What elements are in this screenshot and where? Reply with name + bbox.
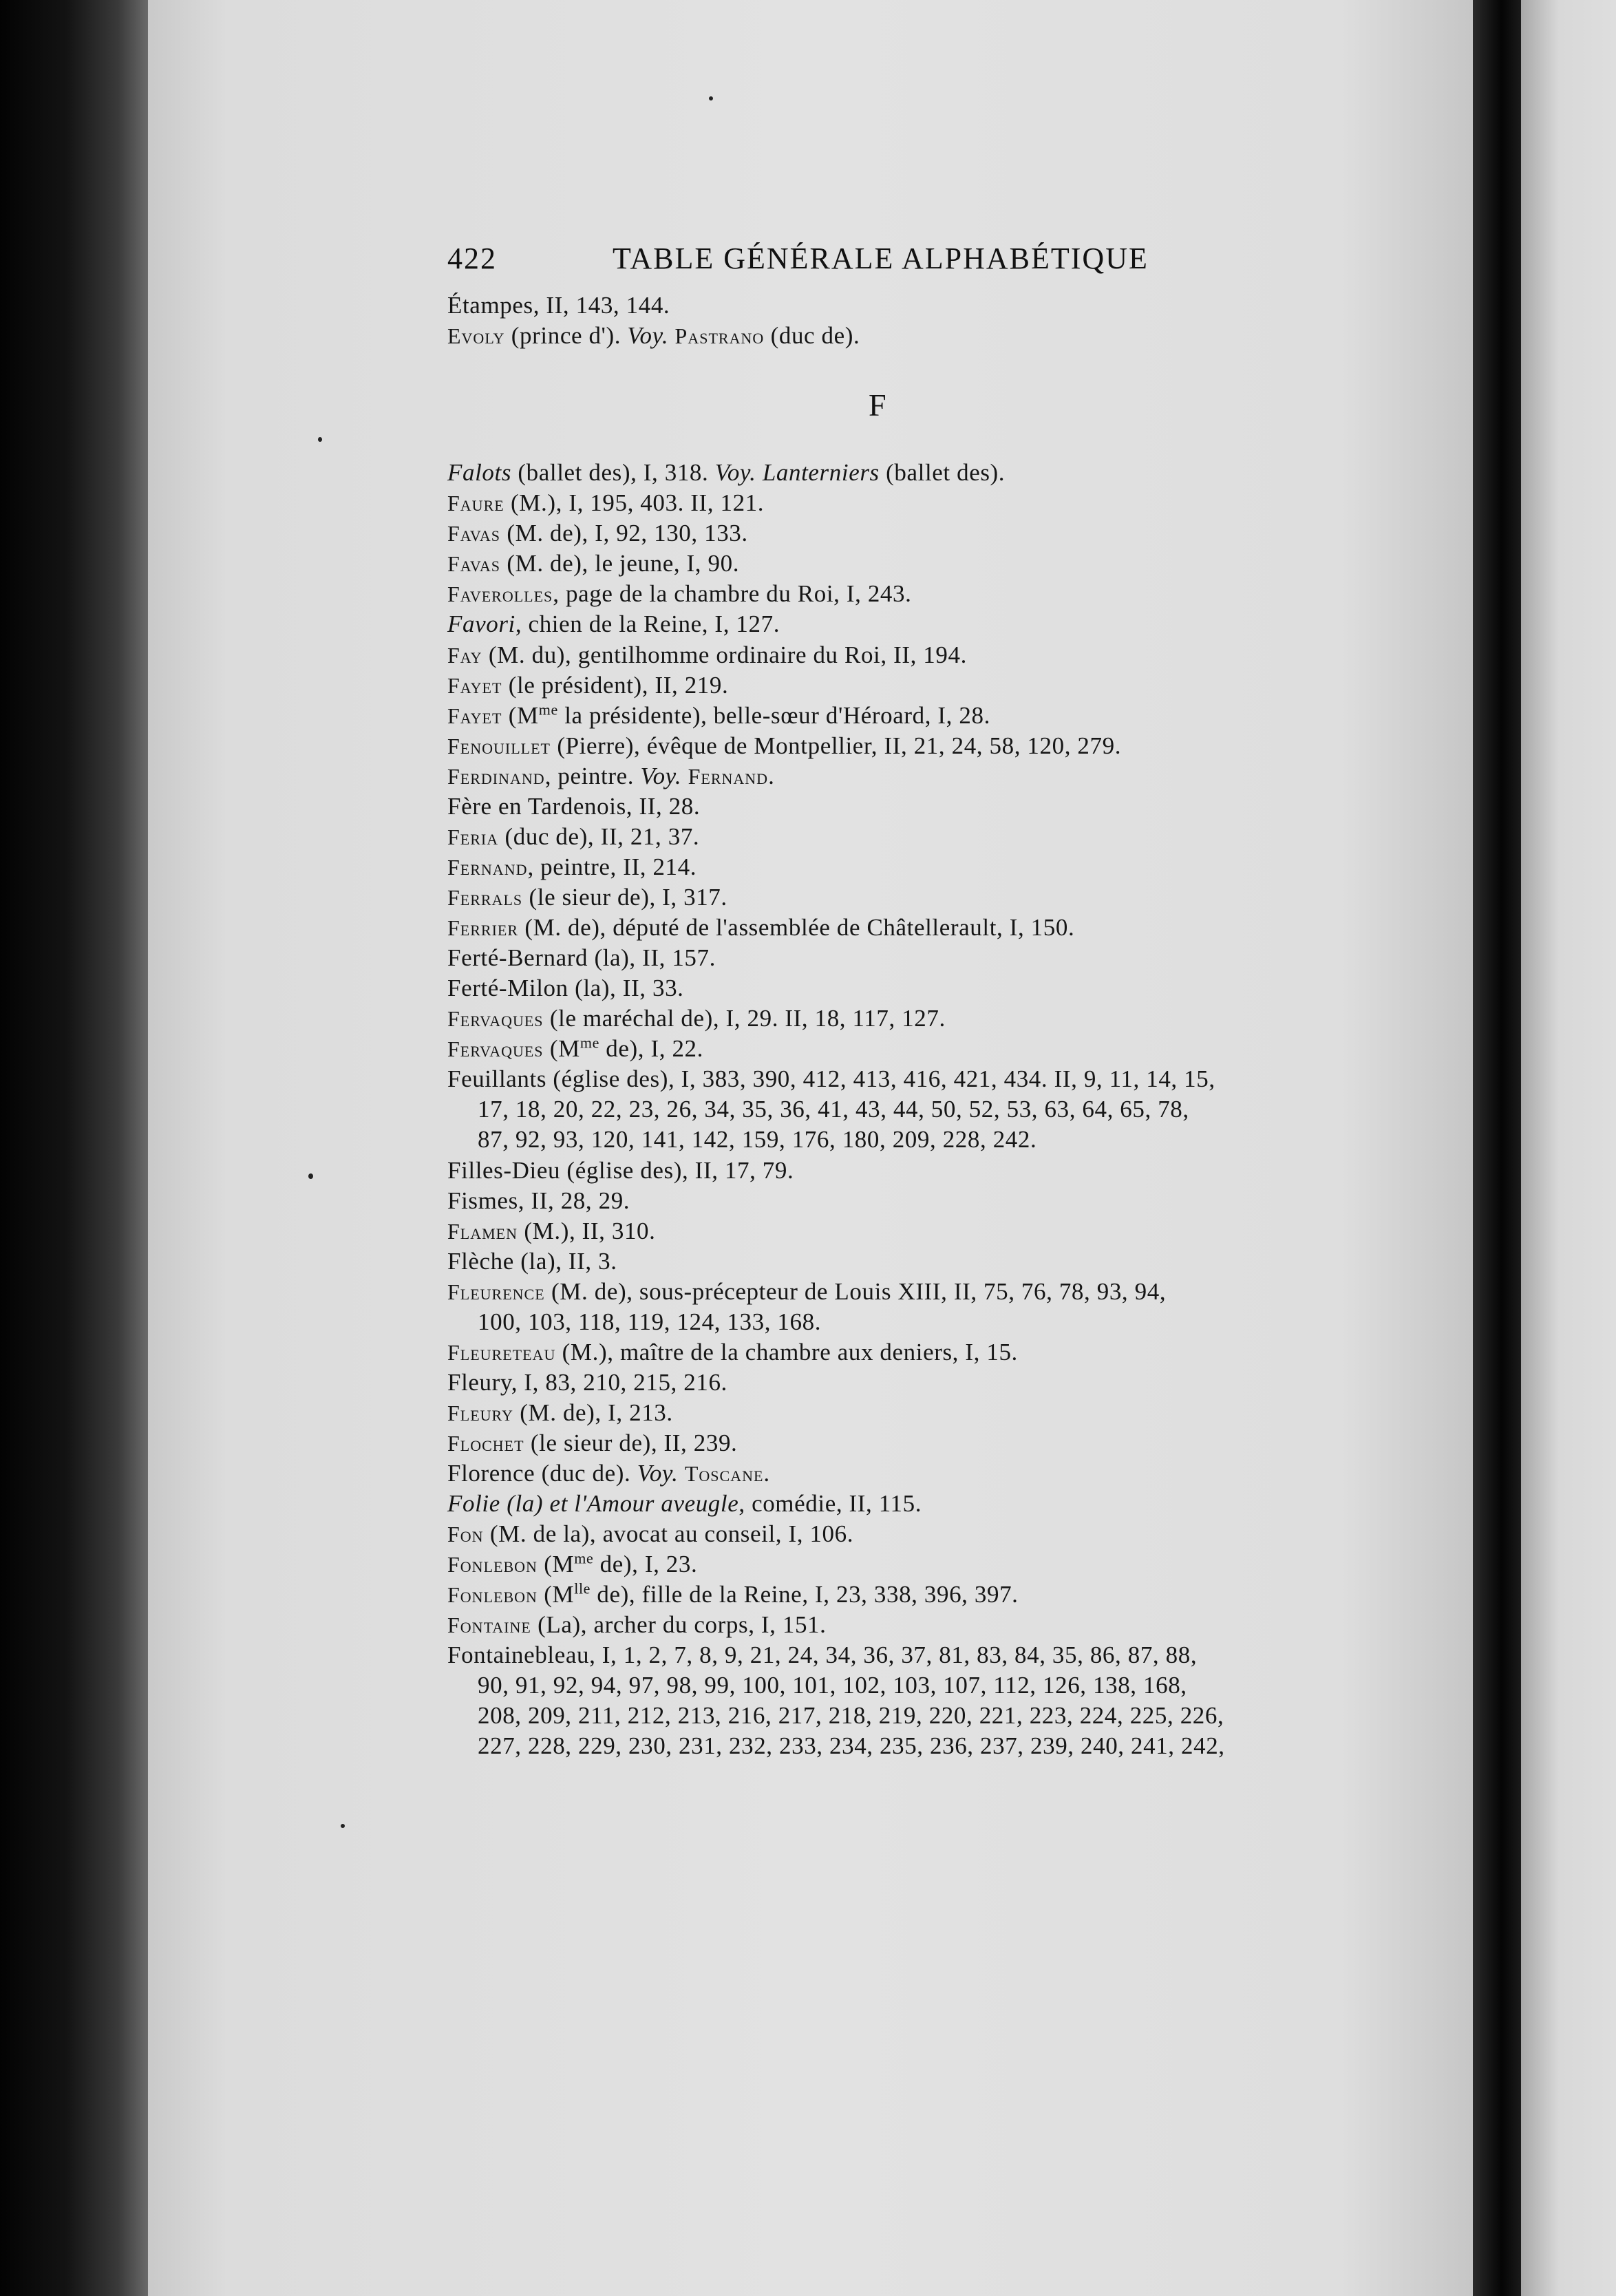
- entry-text-run: Fleureteau: [447, 1340, 556, 1365]
- index-entry: [447, 1064, 1356, 1155]
- next-page-edge: [1521, 0, 1616, 2296]
- index-entry: [447, 913, 1356, 943]
- ink-speck: [308, 1173, 313, 1179]
- entry-text-run: Feuillants (église des), I, 383, 390, 412, 413, 416, 421, 434. II, 9, 11, 14, 15,: [447, 1065, 1215, 1092]
- ink-speck: [341, 1824, 345, 1828]
- index-entry: [447, 1156, 1356, 1186]
- entry-line: [447, 822, 1356, 852]
- entry-text-run: [679, 1460, 685, 1487]
- index-entry: [447, 458, 1356, 488]
- entry-text-run: Voy.: [640, 763, 682, 789]
- entry-text-run: Fonlebon: [447, 1552, 538, 1577]
- entry-line: [447, 1458, 1356, 1489]
- entry-continuation-line: [447, 1670, 1356, 1701]
- entry-text-run: 227, 228, 229, 230, 231, 232, 233, 234, 235, 236, 237, 239, 240, 241, 242,: [478, 1732, 1225, 1759]
- entry-text-run: (M: [537, 1551, 575, 1577]
- entry-line: [447, 731, 1356, 761]
- entry-line: [447, 1246, 1356, 1277]
- entry-text-run: (M: [543, 1035, 580, 1062]
- entry-text-run: (M.), maître de la chambre aux deniers, I, 15.: [555, 1339, 1018, 1365]
- entry-line: [447, 943, 1356, 973]
- entry-text-run: Fère en Tardenois, II, 28.: [447, 793, 701, 820]
- index-entry: [447, 1003, 1356, 1034]
- index-entry: [447, 822, 1356, 852]
- entry-text-run: (M: [502, 702, 539, 729]
- entry-text-run: Favas: [447, 521, 501, 546]
- entry-continuation-line: [447, 1701, 1356, 1731]
- index-entry: [447, 1549, 1356, 1580]
- entry-text-run: (M: [537, 1581, 575, 1608]
- index-entry: [447, 609, 1356, 639]
- entry-text-run: (M. du), gentilhomme ordinaire du Roi, II, 194.: [482, 641, 967, 668]
- index-entry: [447, 1398, 1356, 1428]
- entry-text-run: Favas: [447, 551, 501, 576]
- entry-line: [447, 488, 1356, 518]
- entry-continuation-line: [447, 1307, 1356, 1337]
- index-entry: [447, 1216, 1356, 1246]
- index-entry: [447, 549, 1356, 579]
- entry-text-run: (M. de), le jeune, I, 90.: [500, 550, 740, 577]
- index-entry: [447, 1034, 1356, 1064]
- entry-text-run: Falots: [447, 459, 512, 486]
- entry-line: [447, 609, 1356, 639]
- entry-text-run: , page de la chambre du Roi, I, 243.: [553, 580, 912, 607]
- entry-text-run: Voy.: [627, 322, 669, 349]
- entry-text-run: 87, 92, 93, 120, 141, 142, 159, 176, 180, 209, 228, 242.: [478, 1126, 1037, 1153]
- entry-line: [447, 791, 1356, 822]
- entry-text-run: (M. de), député de l'assemblée de Châtellerault, I, 150.: [518, 914, 1075, 941]
- entry-line: [447, 1186, 1356, 1216]
- entry-text-run: Ferté-Bernard (la), II, 157.: [447, 944, 716, 971]
- book-spine-shadow: [0, 0, 148, 2296]
- entry-text-run: Flèche (la), II, 3.: [447, 1248, 617, 1275]
- index-entry: [447, 882, 1356, 913]
- entry-text-run: Fervaques: [447, 1037, 544, 1061]
- index-entry: [447, 701, 1356, 731]
- entry-text-run: .: [763, 1460, 770, 1487]
- entry-line: [447, 1064, 1356, 1094]
- entry-text-run: Fonlebon: [447, 1582, 538, 1607]
- index-entry: [447, 321, 1356, 351]
- index-entry: [447, 1186, 1356, 1216]
- entry-text-run: (duc de), II, 21, 37.: [498, 823, 700, 850]
- header-title: TABLE GÉNÉRALE ALPHABÉTIQUE: [613, 242, 1149, 275]
- entry-line: [447, 458, 1356, 488]
- entry-text-run: Fon: [447, 1522, 484, 1546]
- entry-text-run: (le sieur de), I, 317.: [522, 884, 727, 911]
- entry-line: [447, 701, 1356, 731]
- index-entry: [447, 1428, 1356, 1458]
- entry-line: [447, 882, 1356, 913]
- entry-line: [447, 321, 1356, 351]
- entry-text-run: (le président), II, 219.: [502, 672, 729, 699]
- entry-line: [447, 973, 1356, 1003]
- entry-text-run: lle: [574, 1580, 591, 1597]
- entry-text-run: (M. de), sous-précepteur de Louis XIII, II, 75, 76, 78, 93, 94,: [544, 1278, 1167, 1305]
- entry-text-run: (Pierre), évêque de Montpellier, II, 21, 24, 58, 120, 279.: [550, 732, 1122, 759]
- entry-text-run: Fay: [447, 643, 482, 668]
- entry-text-run: Ferrals: [447, 885, 523, 910]
- entry-line: [447, 1580, 1356, 1610]
- index-entry: [447, 1337, 1356, 1368]
- index-entry: [447, 1489, 1356, 1519]
- entry-text-run: (ballet des).: [879, 459, 1006, 486]
- entry-text-run: (duc de).: [764, 322, 860, 349]
- entry-text-run: Fleury, I, 83, 210, 215, 216.: [447, 1369, 727, 1396]
- entry-text-run: Toscane: [684, 1461, 764, 1486]
- entry-text-run: (ballet des), I, 318.: [511, 459, 715, 486]
- index-entry: [447, 973, 1356, 1003]
- entry-text-run: Voy. Lanterniers: [714, 459, 880, 486]
- entry-continuation-line: [447, 1094, 1356, 1125]
- entry-text-run: [681, 763, 688, 789]
- entry-text-run: (M.), I, 195, 403. II, 121.: [504, 489, 765, 516]
- entry-line: [447, 761, 1356, 791]
- entry-text-run: Fenouillet: [447, 734, 551, 758]
- index-entry: [447, 670, 1356, 701]
- index-entry: [447, 579, 1356, 609]
- ink-speck: [318, 437, 322, 442]
- entry-text-run: (le maréchal de), I, 29. II, 18, 117, 127.: [543, 1005, 946, 1032]
- index-entry: [447, 1640, 1356, 1761]
- index-entry: [447, 1368, 1356, 1398]
- entry-text-run: Fleurence: [447, 1279, 545, 1304]
- entry-text-run: 90, 91, 92, 94, 97, 98, 99, 100, 101, 102, 103, 107, 112, 126, 138, 168,: [478, 1672, 1187, 1699]
- index-entry: [447, 731, 1356, 761]
- running-header: [447, 241, 1204, 282]
- entry-text-run: me: [580, 1034, 599, 1052]
- entry-text-run: , peintre, II, 214.: [527, 853, 697, 880]
- entry-text-run: de), fille de la Reine, I, 23, 338, 396, 397.: [591, 1581, 1019, 1608]
- index-entry: [447, 761, 1356, 791]
- entry-text-run: , chien de la Reine, I, 127.: [515, 610, 780, 637]
- index-entry: [447, 943, 1356, 973]
- entry-line: [447, 640, 1356, 670]
- entry-line: [447, 1368, 1356, 1398]
- entry-text-run: Ferdinand: [447, 764, 545, 789]
- ink-speck: [709, 96, 713, 100]
- entry-line: [447, 1398, 1356, 1428]
- entry-line: [447, 1216, 1356, 1246]
- entry-line: [447, 1156, 1356, 1186]
- entry-line: [447, 1489, 1356, 1519]
- entry-text-run: Étampes, II, 143, 144.: [447, 292, 670, 319]
- entry-text-run: Flochet: [447, 1431, 524, 1456]
- entry-text-run: Ferté-Milon (la), II, 33.: [447, 975, 684, 1001]
- entry-text-run: Fervaques: [447, 1006, 544, 1031]
- entry-line: [447, 518, 1356, 549]
- entry-text-run: (M. de), I, 213.: [513, 1399, 673, 1426]
- entry-text-run: me: [574, 1549, 594, 1567]
- entry-text-run: Ferrier: [447, 915, 519, 940]
- index-entry: [447, 488, 1356, 518]
- entry-line: [447, 852, 1356, 882]
- entry-line: [447, 1519, 1356, 1549]
- entry-text-run: la présidente), belle-sœur d'Héroard, I, 28.: [557, 702, 990, 729]
- index-entry: [447, 290, 1356, 321]
- entry-text-run: Faverolles: [447, 582, 553, 606]
- entry-text-run: (le sieur de), II, 239.: [524, 1429, 738, 1456]
- entry-text-run: .: [768, 763, 775, 789]
- entry-text-run: Favori: [447, 610, 515, 637]
- entry-text-run: (M.), II, 310.: [518, 1218, 656, 1244]
- entry-text-run: (M. de), I, 92, 130, 133.: [500, 520, 748, 546]
- index-entry: [447, 852, 1356, 882]
- entry-text-run: de), I, 22.: [599, 1035, 703, 1062]
- entry-text-run: Fleury: [447, 1401, 513, 1425]
- entry-continuation-line: [447, 1125, 1356, 1155]
- entry-line: [447, 549, 1356, 579]
- entry-text-run: 100, 103, 118, 119, 124, 133, 168.: [478, 1308, 822, 1335]
- entry-text-run: Evoly: [447, 323, 505, 348]
- entry-text-run: , comédie, II, 115.: [738, 1490, 922, 1517]
- entry-continuation-line: [447, 1731, 1356, 1761]
- index-entry: [447, 1580, 1356, 1610]
- entry-line: [447, 1428, 1356, 1458]
- entry-line: [447, 1337, 1356, 1368]
- index-entry: [447, 640, 1356, 670]
- section-letter-heading: F: [869, 387, 886, 423]
- entry-line: [447, 670, 1356, 701]
- page-gutter: [1473, 0, 1521, 2296]
- entry-text-run: Florence (duc de).: [447, 1460, 637, 1487]
- entry-text-run: 208, 209, 211, 212, 213, 216, 217, 218, 219, 220, 221, 223, 224, 225, 226,: [478, 1702, 1224, 1729]
- index-entry: [447, 1610, 1356, 1640]
- entry-text-run: [668, 322, 674, 349]
- entry-text-run: Fernand: [688, 764, 769, 789]
- entry-text-run: Flamen: [447, 1219, 518, 1244]
- index-entry: [447, 1246, 1356, 1277]
- index-entry: [447, 1519, 1356, 1549]
- entry-text-run: Fernand: [447, 855, 528, 880]
- entry-line: [447, 1610, 1356, 1640]
- entry-text-run: me: [538, 701, 558, 719]
- entry-line: [447, 290, 1356, 321]
- entry-line: [447, 1640, 1356, 1670]
- entry-text-run: Voy.: [637, 1460, 679, 1487]
- entry-text-run: de), I, 23.: [593, 1551, 698, 1577]
- entry-line: [447, 579, 1356, 609]
- entry-line: [447, 913, 1356, 943]
- index-entry: [447, 1458, 1356, 1489]
- index-entry: [447, 791, 1356, 822]
- entry-text-run: , peintre.: [544, 763, 641, 789]
- entry-text-run: 17, 18, 20, 22, 23, 26, 34, 35, 36, 41, 43, 44, 50, 52, 53, 63, 64, 65, 78,: [478, 1096, 1189, 1123]
- entry-text-run: (M. de la), avocat au conseil, I, 106.: [483, 1520, 854, 1547]
- entry-text-run: Feria: [447, 825, 499, 849]
- entry-text-run: Filles-Dieu (église des), II, 17, 79.: [447, 1157, 794, 1184]
- entry-text-run: Faure: [447, 491, 504, 515]
- entry-text-run: Fontainebleau, I, 1, 2, 7, 8, 9, 21, 24, 34, 36, 37, 81, 83, 84, 35, 86, 87, 88,: [447, 1641, 1198, 1668]
- entry-text-run: Folie (la) et l'Amour aveugle: [447, 1490, 739, 1517]
- entry-line: [447, 1549, 1356, 1580]
- entry-text-run: Fayet: [447, 703, 502, 728]
- entry-text-run: (prince d').: [504, 322, 628, 349]
- entry-text-run: Fayet: [447, 673, 502, 698]
- page-number: 422: [447, 242, 497, 275]
- entry-line: [447, 1277, 1356, 1307]
- entry-text-run: Fismes, II, 28, 29.: [447, 1187, 630, 1214]
- entry-text-run: Pastrano: [674, 323, 765, 348]
- entry-line: [447, 1034, 1356, 1064]
- index-entry: [447, 518, 1356, 549]
- index-entry: [447, 1277, 1356, 1337]
- entry-text-run: Fontaine: [447, 1613, 531, 1637]
- entry-text-run: (La), archer du corps, I, 151.: [531, 1611, 827, 1638]
- entry-line: [447, 1003, 1356, 1034]
